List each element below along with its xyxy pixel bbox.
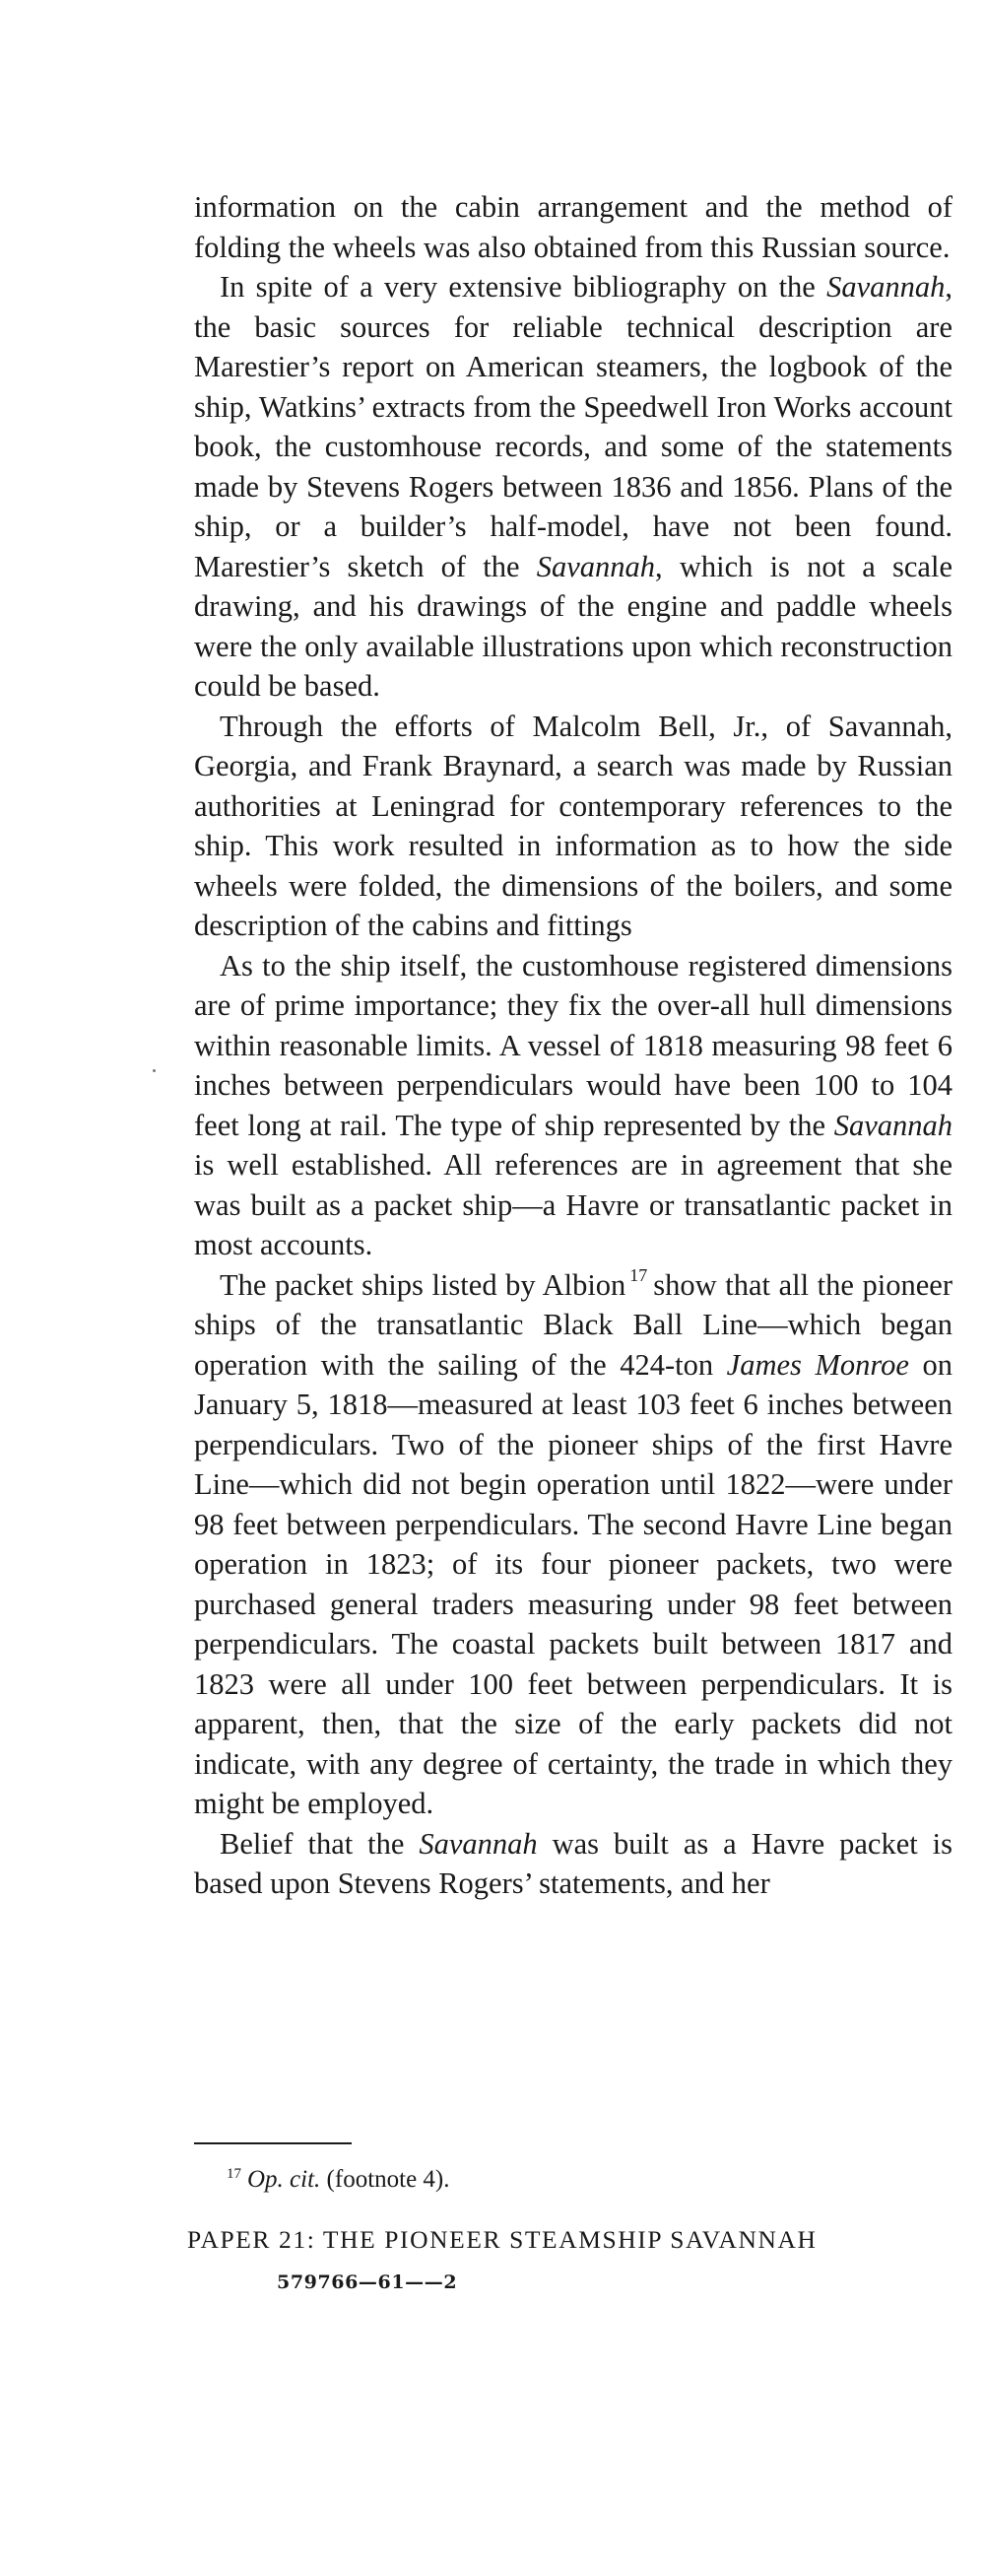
paragraph-bibliography xyxy=(194,267,952,707)
paragraph-packet-ships xyxy=(194,1265,952,1824)
paragraph-segment: In spite of a very extensive bibliography on the xyxy=(220,270,827,304)
ship-name-italic: Savannah xyxy=(419,1826,538,1861)
footnote-number: 17 xyxy=(227,2165,241,2182)
paragraph-segment: was built as a Havre packet is based upon Stevens Rogers’ statements, and her xyxy=(194,1826,952,1900)
body-text xyxy=(194,187,952,1904)
ship-name-italic: Savannah xyxy=(536,549,656,583)
paragraph-segment: show that all the pioneer ships of the transatlantic Black Ball Line—which began operation with the sailing of the 424-ton xyxy=(194,1267,952,1382)
footnote xyxy=(227,2164,450,2196)
paragraph-segment: , the basic sources for reliable technical description are Marestier’s report on American steamers, the logbook of the ship, Watkins’ extracts from the Speedwell Iron Works account book, the customhouse records, and some of the statements made by Stevens Rogers between 1836 and 1856. Plans of the ship, or a builder’s half-model, have not been found. Marestier’s sketch of the xyxy=(194,270,952,583)
paragraph-russian-search xyxy=(194,707,952,946)
paragraph-havre-packet xyxy=(194,1824,952,1904)
stray-ink-dot xyxy=(153,1069,156,1072)
footnote-text: (footnote 4). xyxy=(320,2166,450,2193)
ship-name-italic: James Monroe xyxy=(726,1347,909,1382)
paragraph-segment: , which is not a scale drawing, and his drawings of the engine and paddle wheels were the only available illustrations upon which reconstruction could be based. xyxy=(194,549,952,703)
paragraph-segment: The packet ships listed by Albion xyxy=(220,1267,626,1302)
paragraph-segment: As to the ship itself, the customhouse registered dimensions are of prime importance; they fix the over-all hull dimensions within reasonable limits. A vessel of 1818 measuring 98 feet 6 inches between perpendiculars would have been 100 to 104 feet long at rail. The type of ship represented by the xyxy=(194,948,952,1142)
footnote-divider xyxy=(194,2142,352,2144)
printer-code: 579766—61——2 xyxy=(277,2271,458,2293)
ship-name-italic: Savannah xyxy=(833,1108,952,1142)
paragraph-segment: information on the cabin arrangement and the method of folding the wheels was also obtained from this Russian source. xyxy=(194,190,952,264)
ship-name-italic: Savannah xyxy=(826,270,946,304)
footnote-reference[interactable]: 17 xyxy=(629,1265,648,1286)
footnote-citation: Op. cit. xyxy=(247,2166,321,2193)
paragraph-segment: is well established. All references are in agreement that she was built as a packet ship—a Havre or transatlantic packet in most accounts. xyxy=(194,1148,952,1261)
paragraph-dimensions xyxy=(194,946,952,1265)
paragraph-segment: Through the efforts of Malcolm Bell, Jr., of Savannah, Georgia, and Frank Braynard, a search was made by Russian authorities at Leningrad for contemporary references to the ship. This work resulted in information as to how the side wheels were folded, the dimensions of the boilers, and some description of the cabins and fittings xyxy=(194,709,952,942)
paragraph-segment: on January 5, 1818—measured at least 103 feet 6 inches between perpendiculars. Two of the pioneer ships of the first Havre Line—which did not begin operation until 1822—were under 98 feet between perpendiculars. The second Havre Line began operation in 1823; of its four pioneer packets, two were purchased general traders measuring under 98 feet between perpendiculars. The coastal packets built between 1817 and 1823 were all under 100 feet between perpendiculars. It is apparent, then, that the size of the early packets did not indicate, with any degree of certainty, the trade in which they might be employed. xyxy=(194,1347,953,1820)
paragraph-segment: Belief that the xyxy=(220,1826,420,1861)
paragraph-continued xyxy=(194,187,952,267)
running-footer: PAPER 21: THE PIONEER STEAMSHIP SAVANNAH xyxy=(187,2225,818,2254)
